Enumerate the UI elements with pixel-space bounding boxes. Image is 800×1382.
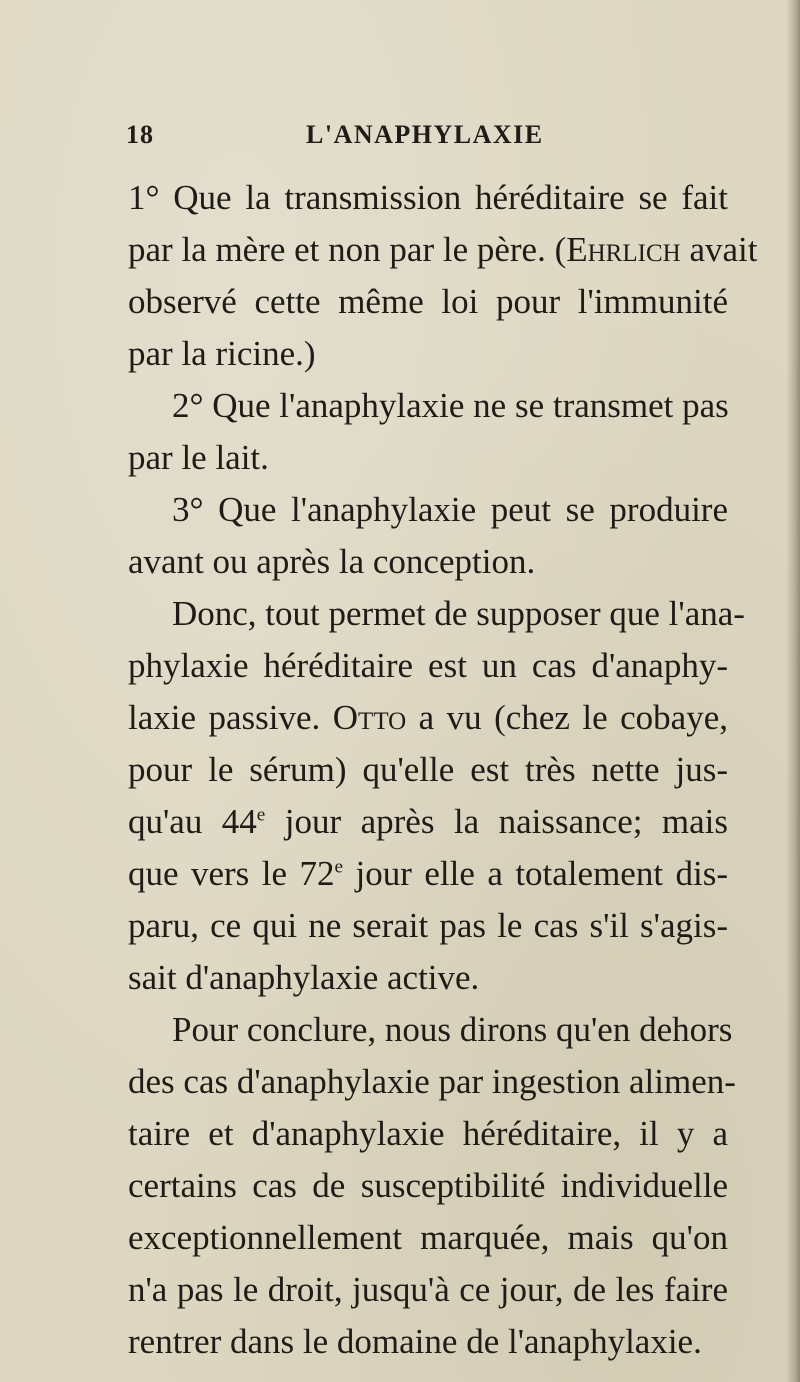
text-line-22: n'a pas le droit, jusqu'à ce jour, de les faire [128, 1270, 728, 1309]
text-line-13: qu'au 44e jour après la naissance; mais [128, 802, 728, 841]
text-line-14: que vers le 72e jour elle a totalement dis- [128, 854, 729, 893]
text-line-4: par la ricine.) [128, 334, 316, 373]
text-line-15: paru, ce qui ne serait pas le cas s'il s'agis- [128, 906, 728, 945]
text-line-21: exceptionnellement marquée, mais qu'on [128, 1218, 728, 1257]
body-text [128, 172, 758, 1368]
text-line-2: par la mère et non par le père. (Ehrlich avait [128, 230, 758, 269]
author-name-otto: Otto [332, 698, 407, 737]
text-line-19: taire et d'anaphylaxie héréditaire, il y a [128, 1114, 728, 1153]
text-line-6: par le lait. [128, 438, 269, 477]
text-line-7: 3° Que l'anaphylaxie peut se produire [172, 490, 728, 529]
running-head [110, 120, 710, 156]
text-line-18: des cas d'anaphylaxie par ingestion alimen- [128, 1062, 736, 1101]
page-edge-shadow [786, 0, 800, 1382]
ordinal-superscript: e [256, 804, 266, 826]
text-line-9: Donc, tout permet de supposer que l'ana- [172, 594, 745, 633]
text-line-12: pour le sérum) qu'elle est très nette jus- [128, 750, 728, 789]
text-line-8: avant ou après la conception. [128, 542, 536, 581]
text-line-17: Pour conclure, nous dirons qu'en dehors [172, 1010, 733, 1049]
ordinal-superscript: e [334, 856, 344, 878]
text-line-5: 2° Que l'anaphylaxie ne se transmet pas [172, 386, 729, 425]
text-line-16: sait d'anaphylaxie active. [128, 958, 480, 997]
text-line-1: 1° Que la transmission héréditaire se fait [128, 178, 728, 217]
text-line-20: certains cas de susceptibilité individuelle [128, 1166, 728, 1205]
text-line-10: phylaxie héréditaire est un cas d'anaphy- [128, 646, 728, 685]
author-name-ehrlich: Ehrlich [566, 230, 681, 269]
running-title: L'ANAPHYLAXIE [306, 120, 544, 149]
text-line-23: rentrer dans le domaine de l'anaphylaxie. [128, 1322, 702, 1361]
text-line-3: observé cette même loi pour l'immunité [128, 282, 728, 321]
text-line-11: laxie passive. Otto a vu (chez le cobaye, [128, 698, 728, 737]
page-number: 18 [126, 120, 154, 149]
